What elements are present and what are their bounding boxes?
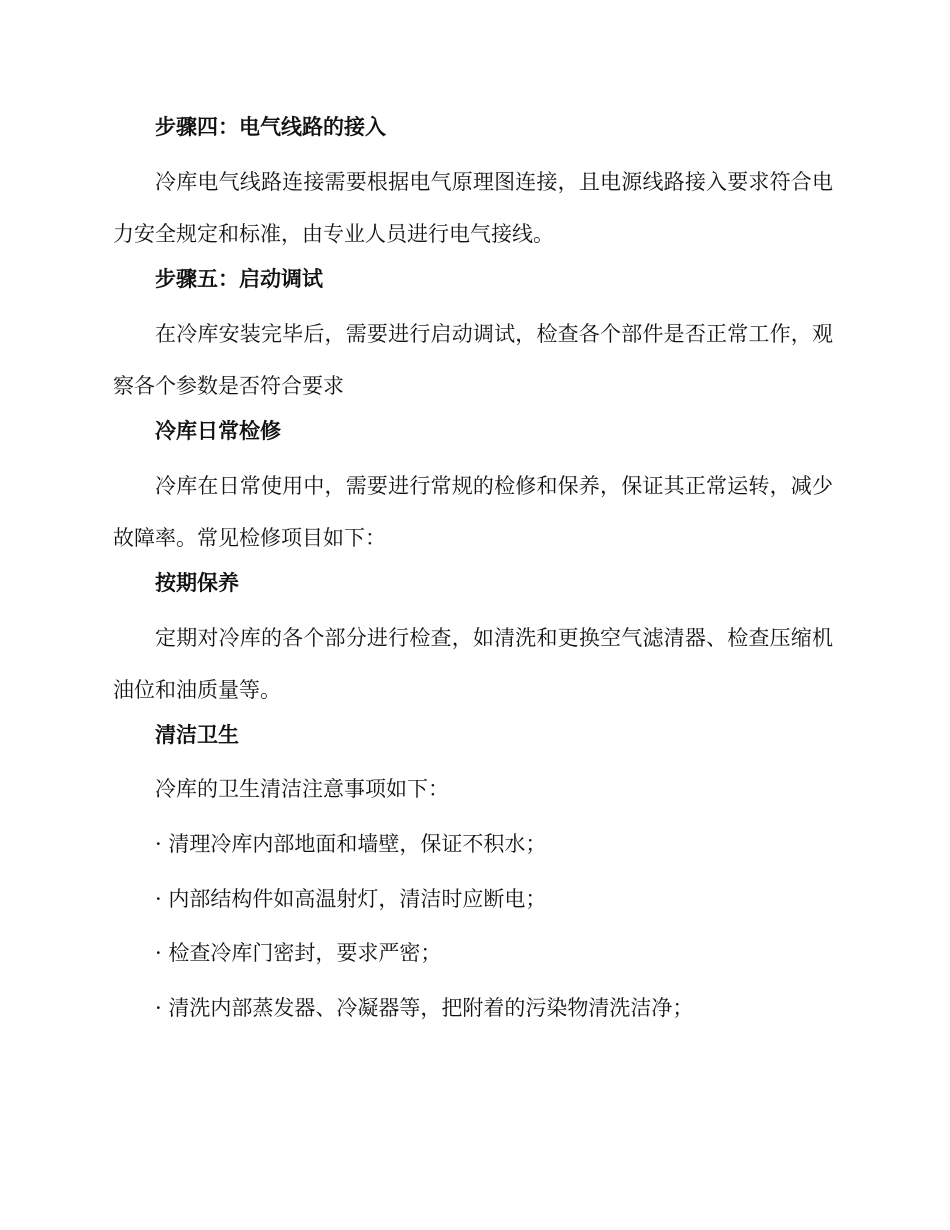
step4-paragraph: 冷库电气线路连接需要根据电气原理图连接，且电源线路接入要求符合电力安全规定和标准，由专业人员进行电气接线。 (113, 170, 833, 246)
cleaning-heading: 清洁卫生 (155, 723, 239, 747)
maintenance-paragraph: 冷库在日常使用中，需要进行常规的检修和保养，保证其正常运转，减少故障率。常见检修项目如下： (113, 474, 833, 550)
step5-heading: 步骤五：启动调试 (155, 267, 323, 291)
cleaning-list-item: · 检查冷库门密封，要求严密； (155, 941, 442, 965)
scheduled-maintenance-paragraph: 定期对冷库的各个部分进行检查，如清洗和更换空气滤清器、检查压缩机油位和油质量等。 (113, 626, 833, 702)
scheduled-maintenance-heading: 按期保养 (155, 571, 239, 595)
maintenance-heading: 冷库日常检修 (155, 419, 281, 443)
cleaning-list-item: · 清理冷库内部地面和墙壁，保证不积水； (155, 832, 547, 856)
cleaning-list-item: · 清洗内部蒸发器、冷凝器等，把附着的污染物清洗洁净； (155, 996, 694, 1020)
step4-heading: 步骤四：电气线路的接入 (155, 115, 386, 139)
cleaning-list-item: · 内部结构件如高温射灯，清洁时应断电； (155, 887, 547, 911)
cleaning-intro: 冷库的卫生清洁注意事项如下： (155, 777, 449, 801)
step5-paragraph: 在冷库安装完毕后，需要进行启动调试，检查各个部件是否正常工作，观察各个参数是否符合要求 (113, 322, 833, 398)
